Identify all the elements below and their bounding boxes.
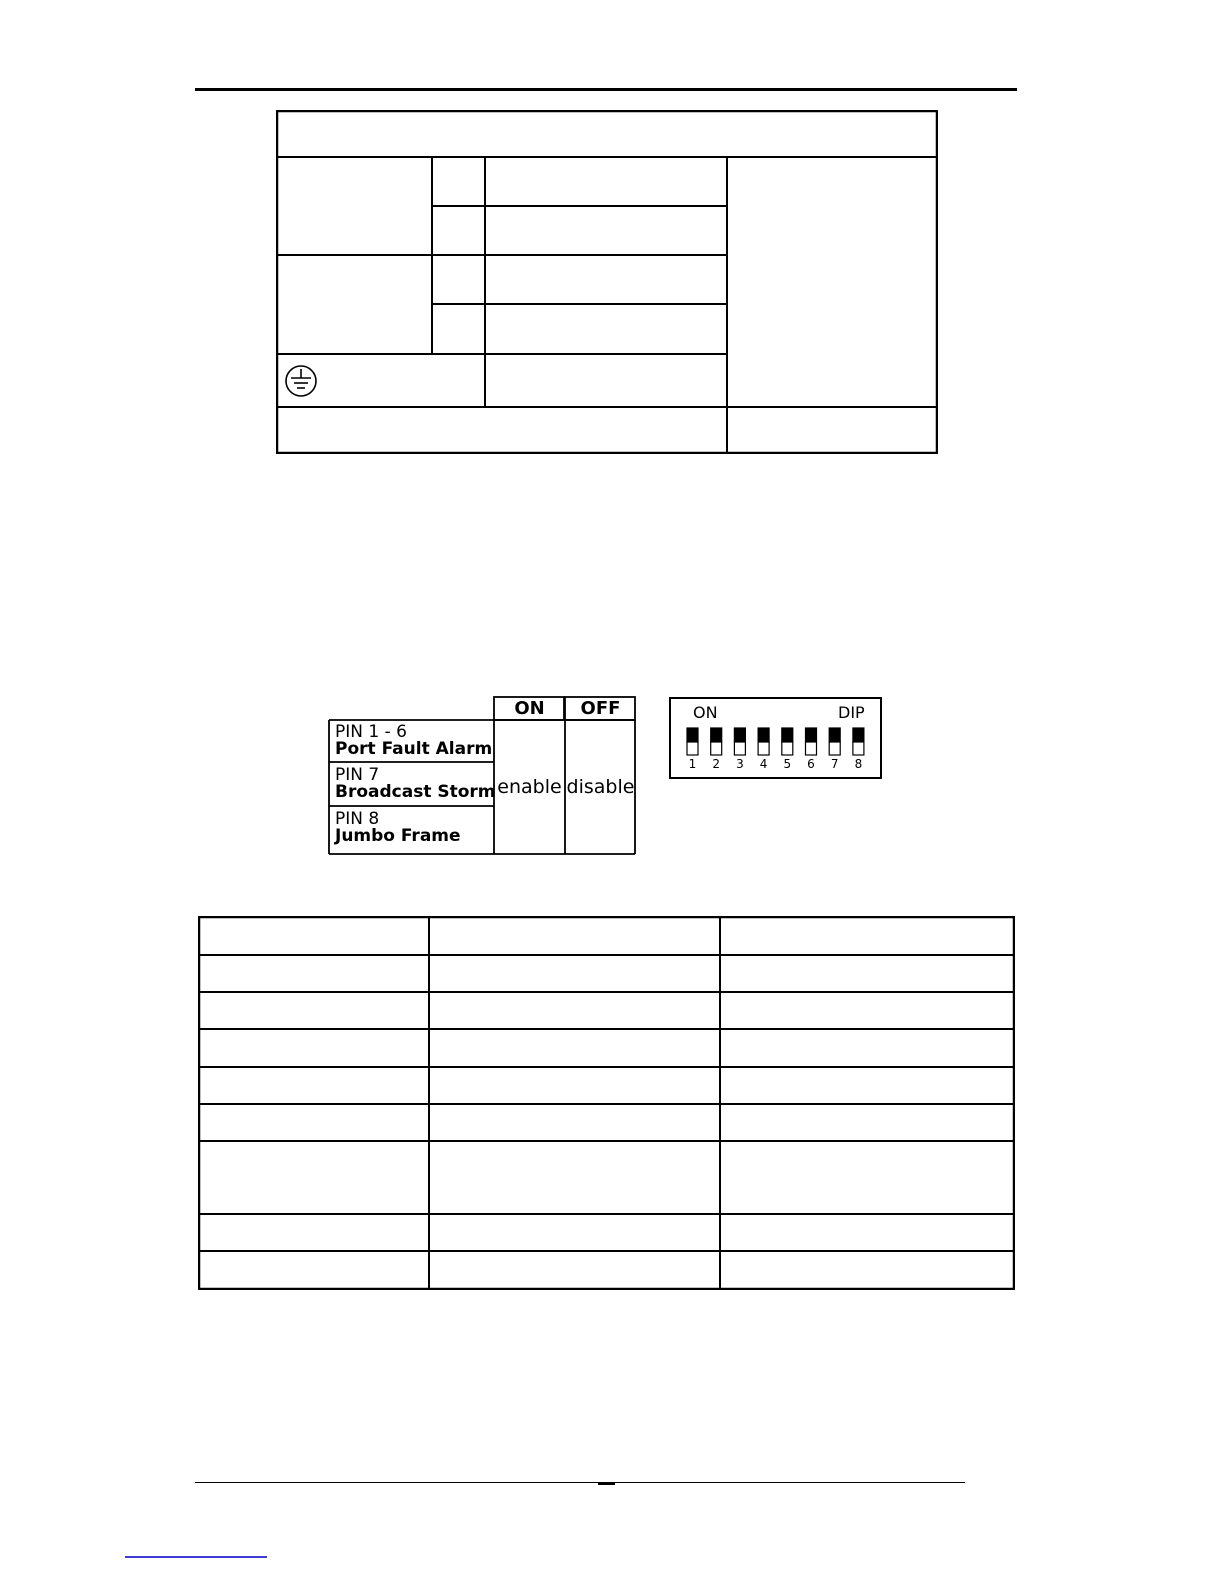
dip-pin-number: 5 [783, 757, 792, 771]
dip-toggle-4-lever [758, 728, 769, 742]
dip-dip-label: DIP [838, 703, 865, 722]
legend-pin-8: PIN 8 [335, 809, 380, 829]
specification-table [198, 916, 1015, 1290]
dip-pin-number: 7 [830, 757, 839, 771]
dip-toggle-8-slot [853, 742, 864, 755]
dip-toggle-7-lever [829, 728, 840, 742]
header-rule [195, 88, 1017, 91]
dip-switch-diagram [669, 697, 882, 779]
ground-icon [286, 366, 316, 396]
legend-off-value: disable [566, 776, 635, 798]
legend-on-value: enable [497, 776, 562, 798]
dip-toggle-5-slot [782, 742, 793, 755]
dip-toggle-3-slot [734, 742, 745, 755]
footer-link-underline[interactable] [125, 1556, 267, 1558]
dip-toggle-4-slot [758, 742, 769, 755]
dip-pin-number: 1 [688, 757, 697, 771]
dip-pin-number: 8 [854, 757, 863, 771]
dip-toggle-2-lever [711, 728, 722, 742]
dip-toggle-2-slot [711, 742, 722, 755]
dip-on-label: ON [693, 703, 718, 722]
dip-pin-number: 4 [759, 757, 768, 771]
dip-toggle-5-lever [782, 728, 793, 742]
dip-pin-number: 3 [736, 757, 744, 771]
dip-toggle-3-lever [734, 728, 745, 742]
dip-toggle-6-slot [806, 742, 817, 755]
dip-legend-table [328, 696, 636, 855]
footer-page-mark [598, 1483, 615, 1485]
terminal-table-grid [276, 110, 938, 454]
legend-col-off: OFF [580, 698, 621, 719]
dip-pin-number: 6 [807, 757, 815, 771]
footer-rule [195, 1482, 965, 1483]
legend-function-port-fault-alarm: Port Fault Alarm [335, 739, 493, 759]
legend-pin-1-6: PIN 1 - 6 [335, 722, 407, 742]
terminal-table [276, 110, 938, 454]
dip-toggle-7-slot [829, 742, 840, 755]
dip-pin-number: 2 [712, 757, 720, 771]
legend-col-on: ON [514, 698, 545, 719]
legend-function-jumbo-frame: Jumbo Frame [335, 826, 461, 846]
legend-function-broadcast-storm: Broadcast Storm [335, 782, 496, 802]
dip-toggle-1-slot [687, 742, 698, 755]
specification-table-grid [198, 916, 1015, 1290]
dip-toggle-6-lever [806, 728, 817, 742]
dip-toggle-1-lever [687, 728, 698, 742]
legend-pin-7: PIN 7 [335, 765, 380, 785]
dip-toggle-8-lever [853, 728, 864, 742]
